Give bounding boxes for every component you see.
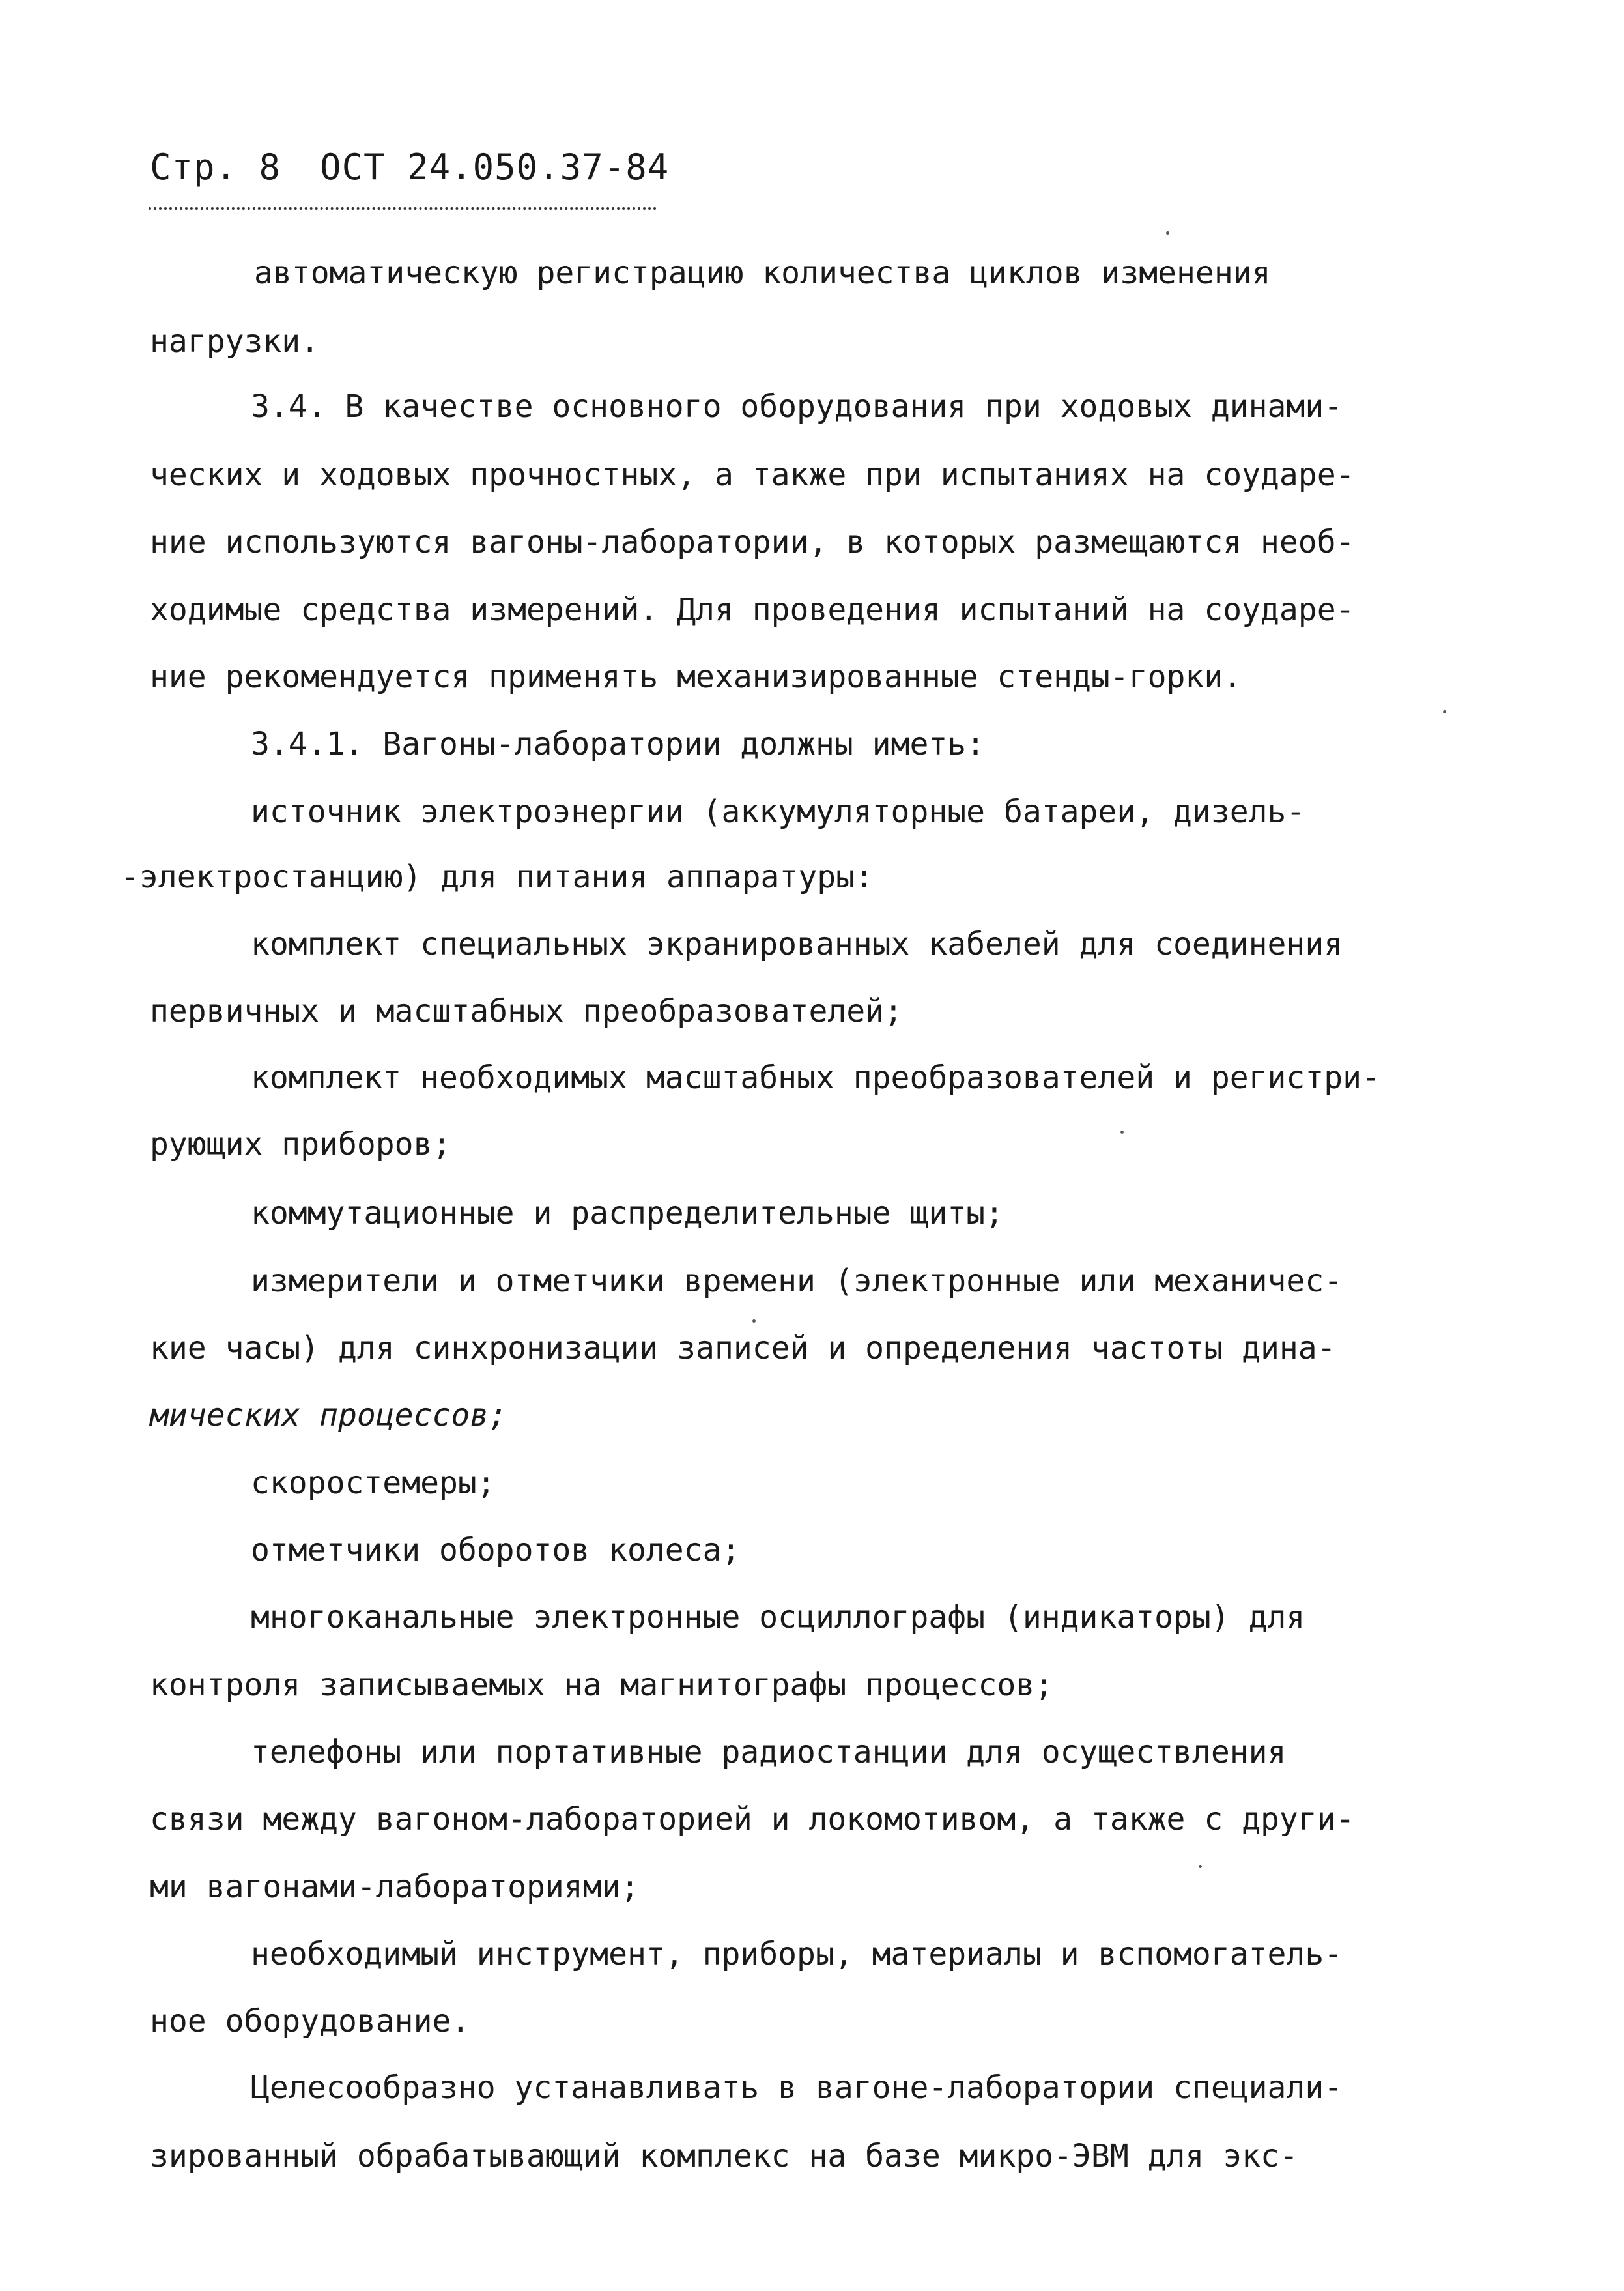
page-header [150,147,669,188]
scan-speck [1443,710,1446,713]
text-line: ми вагонами-лабораториями; [150,1869,640,1905]
scan-speck [1120,1131,1124,1134]
text-line: первичных и масштабных преобразователей; [150,993,903,1030]
text-line: автоматическую регистрацию количества циклов изменения [254,255,1271,291]
text-line: зированный обрабатывающий комплекс на базе микро-ЭВМ для экс- [150,2138,1298,2174]
text-line: нагрузки. [150,323,320,360]
scan-speck [1166,231,1169,235]
text-line: связи между вагоном-лабораторией и локомотивом, а также с други- [150,1801,1355,1837]
text-line: ходимые средства измерений. Для проведения испытаний на соударе- [150,592,1355,628]
text-line: мических процессов; [150,1397,508,1434]
list-item: отметчики оборотов колеса; [251,1532,741,1568]
text-line: -электростанцию) для питания аппаратуры: [121,859,874,895]
list-item: источник электроэнергии (аккумуляторные батареи, дизель- [251,794,1305,830]
list-item: измерители и отметчики времени (электронные или механичес- [251,1263,1343,1299]
paragraph-3-4-start: 3.4. В качестве основного оборудования при ходовых динами- [251,388,1343,425]
text-line: контроля записываемых на магнитографы процессов; [150,1667,1054,1703]
text-line: ное оборудование. [150,2003,470,2039]
scan-speck [1199,1865,1202,1868]
standard-code: ОСТ 24.050.37-84 [320,147,670,188]
list-item: многоканальные электронные осциллографы (индикаторы) для [251,1599,1305,1635]
text-line: рующих приборов; [150,1126,451,1162]
text-line: ческих и ходовых прочностных, а также при испытаниях на соударе- [150,457,1355,493]
paragraph-start: Целесообразно устанавливать в вагоне-лаборатории специали- [251,2069,1343,2106]
list-item: коммутационные и распределительные щиты; [251,1195,1004,1232]
list-item: комплект необходимых масштабных преобразователей и регистри- [251,1059,1380,1096]
text-line: ние рекомендуется применять механизированные стенды-горки. [150,659,1242,695]
list-item: телефоны или портативные радиостанции для осуществления [251,1734,1287,1770]
text-line: кие часы) для синхронизации записей и определения частоты дина- [150,1330,1336,1366]
list-item: необходимый инструмент, приборы, материалы и вспомогатель- [251,1936,1343,1972]
paragraph-3-4-1-heading: 3.4.1. Вагоны-лаборатории должны иметь: [251,726,986,762]
scan-speck [752,1319,756,1323]
page-number: Стр. 8 [150,147,281,188]
list-item: комплект специальных экранированных кабелей для соединения [251,926,1343,962]
text-line: ние используются вагоны-лаборатории, в которых размещаются необ- [150,524,1355,560]
header-underline [149,207,657,210]
list-item: скоростемеры; [251,1465,496,1501]
